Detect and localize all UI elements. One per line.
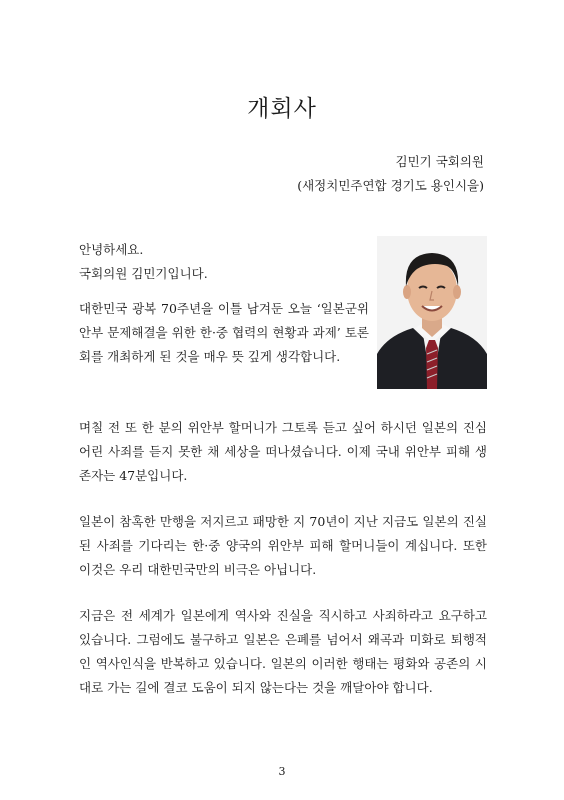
greeting-block — [79, 238, 369, 286]
page-number: 3 — [278, 765, 286, 778]
page-title: 개회사 — [247, 96, 317, 122]
body-paragraph: 지금은 전 세계가 일본에게 역사와 진실을 직시하고 사죄하라고 요구하고 있습니다. 그럼에도 불구하고 일본은 은폐를 넘어서 왜곡과 미화로 퇴행적인 역사인식을 반복하고 있습니다. 일본의 이러한 행태는 평화와 공존의 시대로 가는 길에 결코 도움이 되지 않는다는 것을 깨달아야 합니다. — [79, 608, 487, 695]
body-paragraph: 일본이 참혹한 만행을 저지르고 패망한 지 70년이 지난 지금도 일본의 진실된 사죄를 기다리는 한·중 양국의 위안부 피해 할머니들이 계십니다. 또한 이것은 우리 대한민국만의 비극은 아닙니다. — [79, 514, 487, 577]
greeting-line: 국회의원 김민기입니다. — [79, 266, 208, 281]
body-paragraph: 대한민국 광복 70주년을 이틀 남겨둔 오늘 ‘일본군위안부 문제해결을 위한 한·중 협력의 현황과 과제’ 토론회를 개최하게 된 것을 매우 뜻 깊게 생각합니다. — [79, 301, 369, 364]
body-paragraph: 며칠 전 또 한 분의 위안부 할머니가 그토록 듣고 싶어 하시던 일본의 진심 어린 사죄를 듣지 못한 채 세상을 떠나셨습니다. 이제 국내 위안부 피해 생존자는 47분입니다. — [79, 420, 487, 483]
greeting-line: 안녕하세요. — [79, 242, 144, 257]
author-name: 김민기 국회의원 — [395, 154, 484, 169]
author-portrait-photo — [377, 236, 487, 389]
author-affiliation: (새정치민주연합 경기도 용인시을) — [297, 178, 484, 193]
portrait-illustration — [377, 236, 487, 389]
